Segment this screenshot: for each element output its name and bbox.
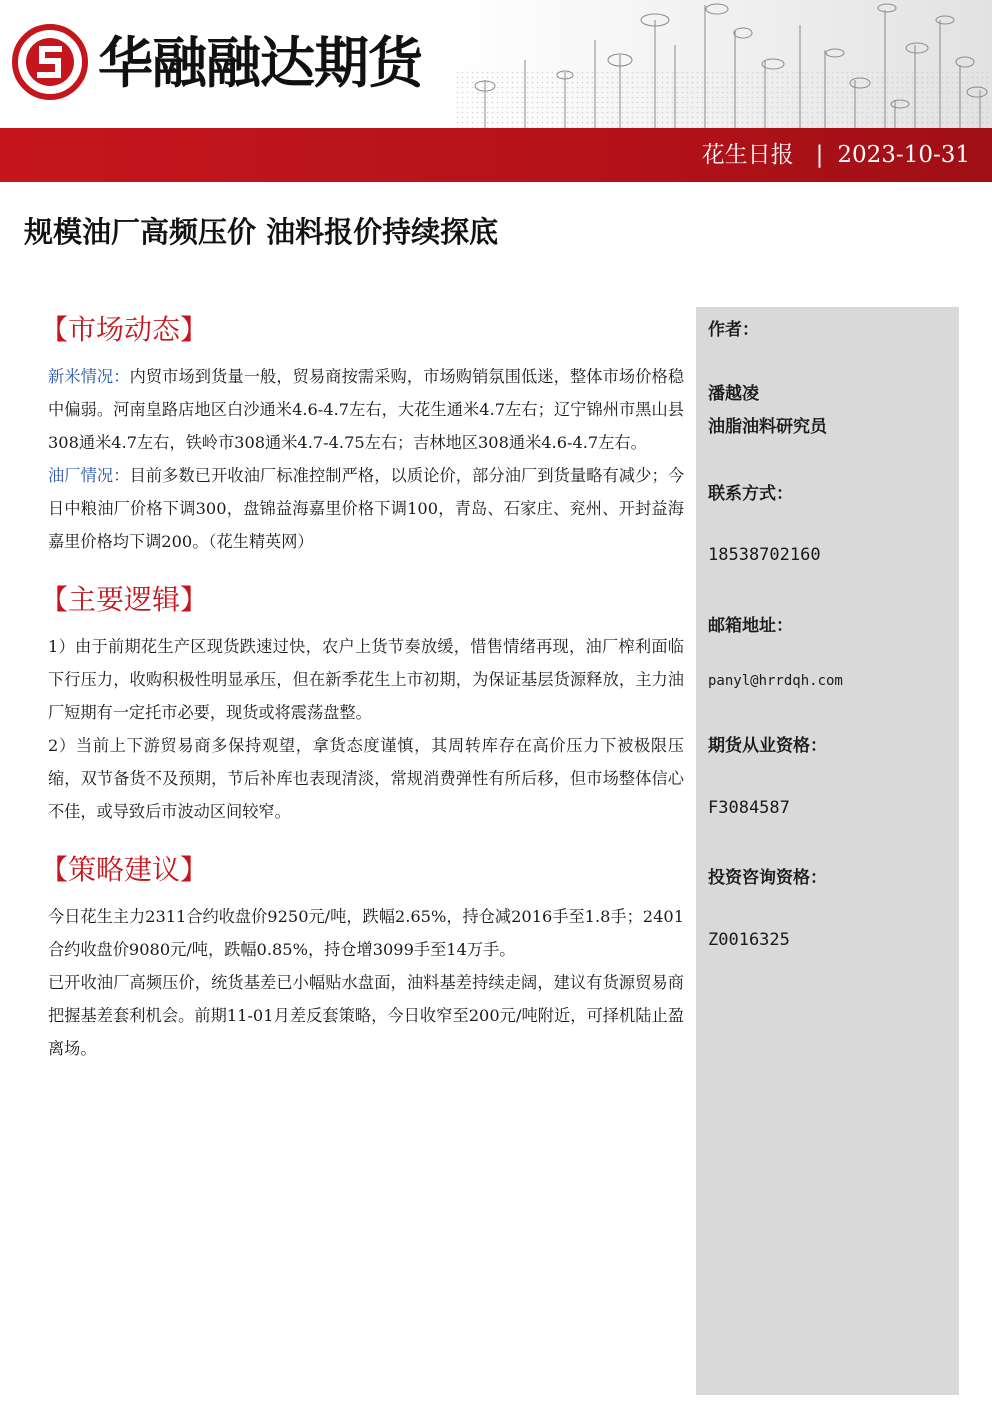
page-title: 规模油厂高频压价 油料报价持续探底 [24,215,499,249]
email-label: 邮箱地址： [708,616,793,636]
section-heading-logic: 【主要逻辑】 [40,583,209,616]
author-title: 油脂油料研究员 [708,417,827,437]
market-paragraph-oil-mill [48,459,684,558]
market-paragraph-new-rice [48,360,684,459]
contact-phone: 18538702160 [708,545,821,565]
logic-paragraph-1: 1）由于前期花生产区现货跌速过快，农户上货节奏放缓，惜售情绪再现，油厂榨利面临下行压力，收购积极性明显承压，但在新季花生上市初期，为保证基层货源释放，主力油厂短期有一定托市必要，现货或将震荡盘整。 [48,637,684,722]
author-sidebar [696,307,959,1395]
market-text-new-rice: 内贸市场到货量一般，贸易商按需采购，市场购销氛围低迷，整体市场价格稳中偏弱。河南皇路店地区白沙通米4.6-4.7左右，大花生通米4.7左右；辽宁锦州市黑山县308通米4.7左右，铁岭市308通米4.7-4.75左右；吉林地区308通米4.6-4.7左右。 [48,367,685,452]
futures-qualification-label: 期货从业资格： [708,736,827,756]
author-label: 作者： [708,320,759,340]
main-content [40,310,685,1065]
logic-paragraph-2: 2）当前上下游贸易商多保持观望，拿货态度谨慎，其周转库存在高价压力下被极限压缩，双节备货不及预期，节后补库也表现清淡，常规消费弹性有所后移，但市场整体信心不佳，或导致后市波动区间较窄。 [48,736,684,821]
report-date: 2023-10-31 [837,142,970,168]
section-heading-strategy: 【策略建议】 [40,853,209,886]
strategy-paragraph-2: 已开收油厂高频压价，统货基差已小幅贴水盘面，油料基差持续走阔，建议有货源贸易商把握基差套利机会。前期11-01月差反套策略，今日收窄至200元/吨附近，可择机陆止盈离场。 [48,973,684,1058]
section-heading-market: 【市场动态】 [40,313,209,346]
investment-qualification-id: Z0016325 [708,930,790,950]
report-type: 花生日报 [701,142,794,168]
report-banner [0,128,992,182]
market-label-oil-mill: 油厂情况： [48,466,130,485]
company-name: 华融融达期货 [98,31,423,95]
investment-qualification-label: 投资咨询资格： [708,868,827,888]
header-decoration [455,0,992,130]
strategy-paragraph-1: 今日花生主力2311合约收盘价9250元/吨，跌幅2.65%，持仓减2016手至1.8手；2401合约收盘价9080元/吨，跌幅0.85%，持仓增3099手至14万手。 [48,907,684,959]
report-separator: | [815,142,824,168]
company-logo-icon [12,24,88,100]
market-text-oil-mill: 目前多数已开收油厂标准控制严格，以质论价，部分油厂到货量略有减少；今日中粮油厂价格下调300，盘锦益海嘉里价格下调100，青岛、石家庄、兖州、开封益海嘉里价格均下调200。（花生精英网） [48,466,685,551]
market-label-new-rice: 新米情况： [48,367,130,386]
report-header [0,0,992,182]
report-meta [702,138,970,172]
author-name: 潘越凌 [708,384,759,404]
futures-qualification-id: F3084587 [708,798,790,818]
contact-label: 联系方式： [708,484,793,504]
email-address[interactable]: panyl@hrrdqh.com [708,673,843,689]
